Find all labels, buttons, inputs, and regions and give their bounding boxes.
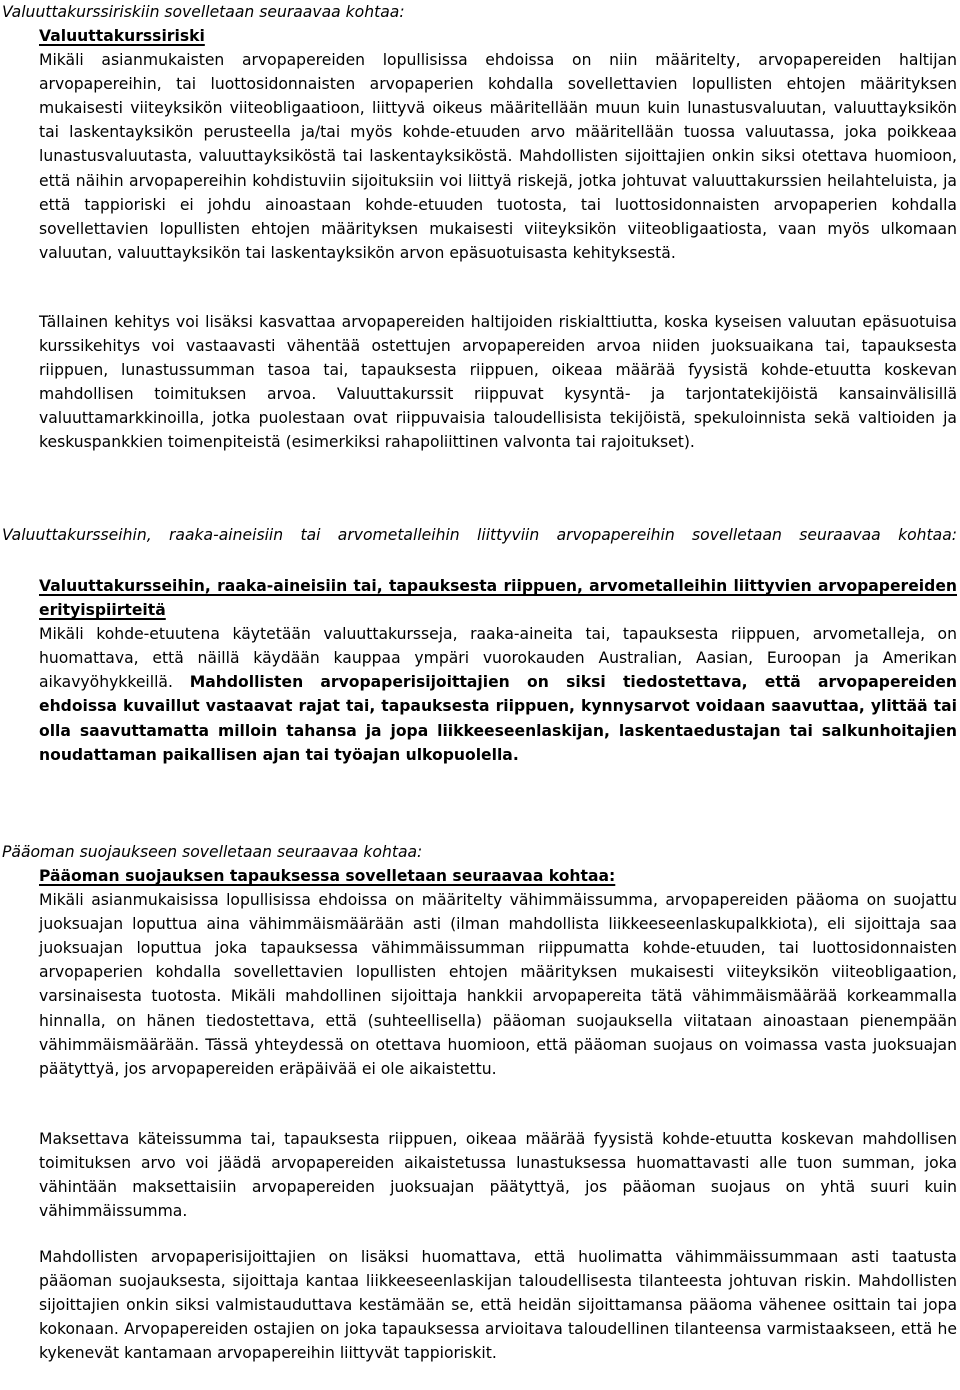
- section-3-body: [39, 864, 957, 1081]
- section-2-paragraph-1: [39, 622, 957, 767]
- section-2-bold-text: Mahdollisten arvopaperisijoittajien on siksi tiedostettava, että arvopapereiden ehdoissa kuvaillut vastaavat rajat tai, tapauksesta riippuen, kynnysarvot voidaan saavuttaa, ylittää tai olla saavuttamatta milloin tahansa ja jopa liikkeeseenlaskijan, laskentaedustajan tai salkunhoitajien noudattaman paikallisen ajan tai työajan ulkopuolella.: [39, 673, 957, 764]
- section-2-heading: Valuuttakursseihin, raaka-aineisiin tai, tapauksesta riippuen, arvometalleihin liittyvien arvopapereiden erityispiirteitä: [39, 577, 957, 620]
- section-3-heading: Pääoman suojauksen tapauksessa sovelletaan seuraavaa kohtaa:: [39, 867, 616, 885]
- section-1-paragraph-2: Tällainen kehitys voi lisäksi kasvattaa arvopapereiden haltijoiden riskialttiutta, koska kyseisen valuutan epäsuotuisa kurssikehitys voi vastaavasti vähentää ostettujen arvopapereiden arvoa niiden juoksuaikana tai, tapauksesta riippuen, lunastussumman tasoa tai, tapauksesta riippuen, oikeaa määrää fyysistä kohde-etuutta koskevan mahdollisen toimituksen arvoa. Valuuttakurssit riippuvat kysyntä- ja tarjontatekijöistä kansainvälisillä valuuttamarkkinoilla, jotka puolestaan ovat riippuvaisia taloudellisista tekijöistä, spekuloinnista sekä valtioiden ja keskuspankkien toimenpiteistä (esimerkiksi rahapoliittinen valvonta tai rajoitukset).: [39, 313, 957, 452]
- section-1-body: [39, 24, 957, 265]
- section-1-paragraph-1: Mikäli asianmukaisten arvopapereiden lopullisissa ehdoissa on niin määritelty, arvopapereiden haltijan arvopapereihin, tai luottosidonnaisten arvopaperien kohdalla sovellettavien lopullisten ehtojen määrityksen mukaisesti viiteyksikön viiteobligaatioon, liittyvä oikeus määritellään muun kuin lunastusvaluutan, valuuttayksikön tai laskentayksikön perusteella ja/tai myös kohde-etuuden arvo määritellään tuossa valuutassa, joka poikkeaa lunastusvaluutasta, valuuttayksiköstä tai laskentayksiköstä. Mahdollisten sijoittajien onkin siksi otettava huomioon, että näihin arvopapereihin kohdistuviin sijoituksiin voi liittyä riskejä, jotka johtuvat valuuttakurssien heilahteluista, ja että tappioriski ei johdu ainoastaan kohde-etuuden tuotosta, tai luottosidonnaisten arvopaperien kohdalla sovellettavien lopullisten ehtojen määrityksen mukaisesti viiteyksikön viiteobligaatiosta, vaan myös ulkomaan valuutan, valuuttayksikön tai laskentayksikön arvon epäsuotuisasta kehityksestä.: [39, 51, 957, 262]
- section-1-heading: Valuuttakurssiriski: [39, 27, 205, 45]
- section-1-intro: Valuuttakurssiriskiin sovelletaan seuraavaa kohtaa:: [2, 3, 405, 21]
- section-3-intro: Pääoman suojaukseen sovelletaan seuraavaa kohtaa:: [2, 843, 423, 861]
- section-2-body: [39, 574, 957, 767]
- section-2-plain-text: Mikäli kohde-etuutena käytetään valuuttakursseja, raaka-aineita tai, tapauksesta riippuen, arvometalleja, on huomattava, että näillä käydään kauppaa ympäri vuorokauden Australian, Aasian, Euroopan ja Amerikan aikavyöhykkeillä.: [39, 625, 957, 692]
- section-3-paragraph-3: Mahdollisten arvopaperisijoittajien on lisäksi huomattava, että huolimatta vähimmäissummaan asti taatusta pääoman suojauksesta, sijoittaja kantaa liikkeeseenlaskijan taloudellisesta tilanteesta johtuvan riskin. Mahdollisten sijoittajien onkin siksi valmistauduttava kestämään se, että heidän sijoittamansa pääoma vähenee osittain tai jopa kokonaan. Arvopapereiden ostajien on joka tapauksessa arvioitava taloudellinen tilanteensa varmistaakseen, että he kykenevät kantamaan arvopapereihin liittyvät tappioriskit.: [39, 1248, 957, 1363]
- section-3-paragraph-2: Maksettava käteissumma tai, tapauksesta riippuen, oikeaa määrää fyysistä kohde-etuutta koskevan mahdollisen toimituksen arvo voi jäädä arvopapereiden aikaistetussa lunastuksessa huomattavasti alle tuon summan, joka vähintään maksettaisiin arvopapereiden juoksuajan päätyttyä, jos pääoman suojaus on yhtä suuri kuin vähimmäissumma.: [39, 1130, 957, 1221]
- section-2-intro: Valuuttakursseihin, raaka-aineisiin tai arvometalleihin liittyviin arvopapereihin sovelletaan seuraavaa kohtaa:: [2, 526, 957, 544]
- section-3-paragraph-1: Mikäli asianmukaisissa lopullisissa ehdoissa on määritelty vähimmäissumma, arvopapereiden pääoma on suojattu juoksuajan loputtua aina vähimmäismäärään asti (ilman mahdollista liikkeeseenlaskupalkkiota), eli sijoittaja saa juoksuajan loputtua joka tapauksessa vähimmäissumman riippumatta kohde-etuuden, tai luottosidonnaisten arvopaperien kohdalla sovellettavien lopullisten ehtojen määrityksen mukaisesti viiteyksikön viiteobligaation, varsinaisesta tuotosta. Mikäli mahdollinen sijoittaja hankkii arvopapereita tätä vähimmäismäärää korkeammalla hinnalla, on hänen tiedostettava, että (suhteellisella) pääoman suojauksella viitataan ainoastaan pienempään vähimmäismäärään. Tässä yhteydessä on otettava huomioon, että pääoman suojaus on voimassa vasta juoksuajan päätyttyä, jos arvopapereiden eräpäivää ei ole aikaistettu.: [39, 891, 957, 1078]
